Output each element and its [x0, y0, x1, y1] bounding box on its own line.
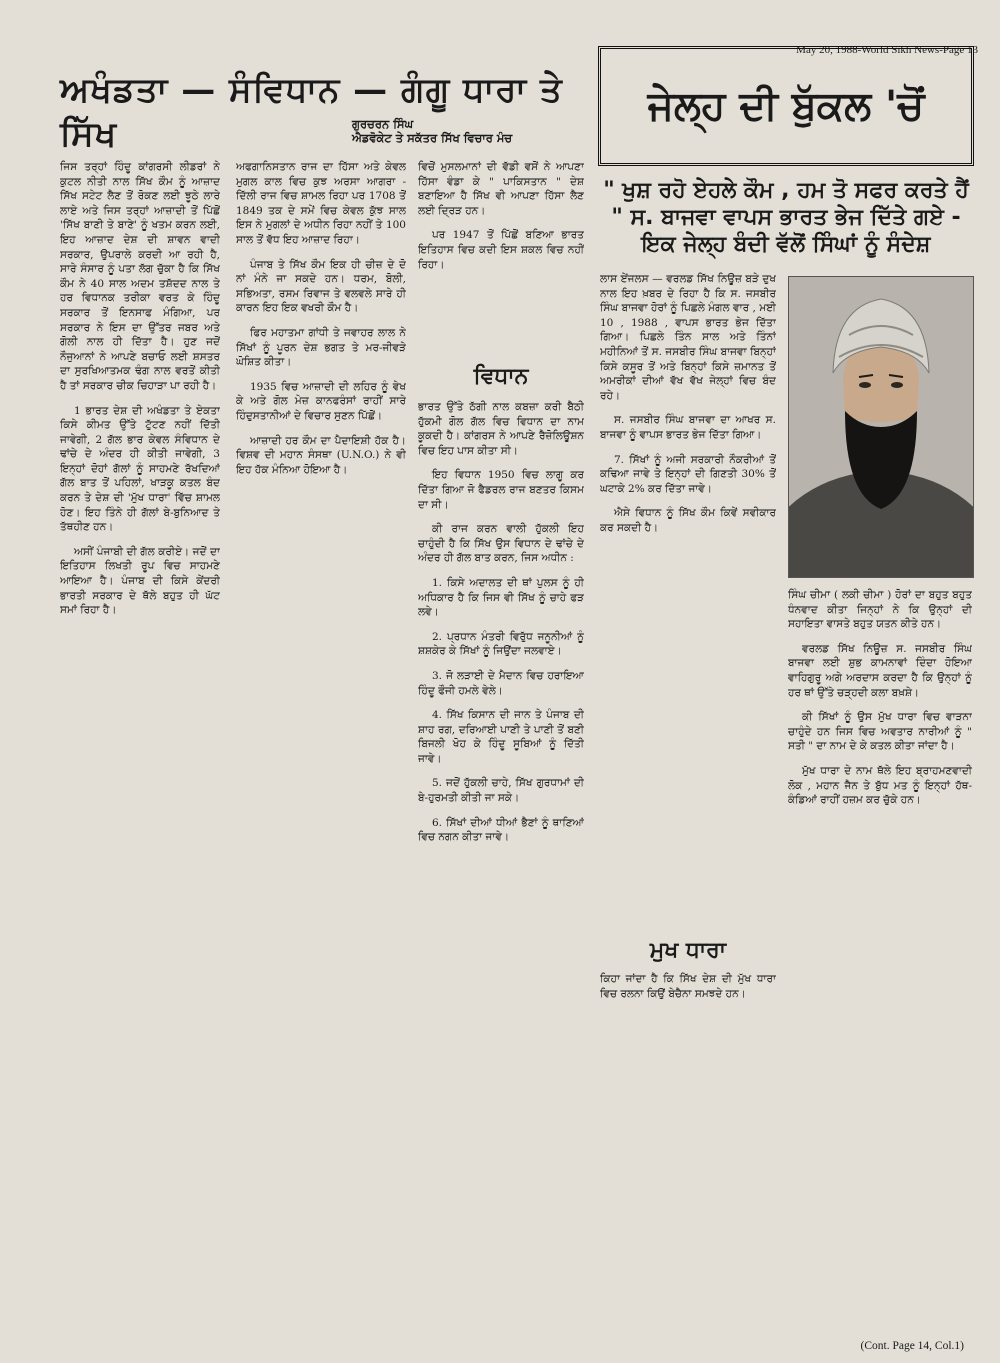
paragraph: ਪੰਜਾਬ ਤੇ ਸਿੱਖ ਕੌਮ ਇਕ ਹੀ ਚੀਜ਼ ਦੇ ਦੋ ਨਾਂ ਮੰਨੇ ਜਾ ਸਕਦੇ ਹਨ। ਧਰਮ, ਬੋਲੀ, ਸਭਿਅਤਾ, ਰਸਮ ਰਿਵਾਜ ਤੇ ਵਲਵਲੇ ਸਾਰੇ ਹੀ ਕਾਰਨ ਇਹ ਇਕ ਵਖਰੀ ਕੌਮ ਹੈ।	[236, 258, 406, 315]
article-column-1	[60, 160, 220, 1350]
author-name: ਗੁਰਚਰਨ ਸਿੰਘ	[352, 117, 414, 131]
paragraph: ਇਹ ਵਿਧਾਨ 1950 ਵਿਚ ਲਾਗੂ ਕਰ ਦਿੱਤਾ ਗਿਆ ਜੋ ਫੈਡਰਲ ਰਾਜ ਬਣਤਰ ਕਿਸਮ ਦਾ ਸੀ।	[418, 469, 584, 511]
article-column-2	[236, 160, 406, 1350]
paragraph: ਕੀ ਸਿੱਖਾਂ ਨੂੰ ਉਸ ਮੁੱਖ ਧਾਰਾ ਵਿਚ ਵਾੜਨਾ ਚਾਹੁੰਦੇ ਹਨ ਜਿਸ ਵਿਚ ਅਵਤਾਰ ਨਾਰੀਆਂ ਨੂੰ " ਸਤੀ " ਦਾ ਨਾਮ ਦੇ ਕੇ ਕਤਲ ਕੀਤਾ ਜਾਂਦਾ ਹੈ।	[788, 711, 972, 753]
paragraph: ਵਰਲਡ ਸਿੱਖ ਨਿਊਜ਼ ਸ. ਜਸਬੀਰ ਸਿੰਘ ਬਾਜਵਾ ਲਈ ਸ਼ੁਭ ਕਾਮਨਾਵਾਂ ਦਿੰਦਾ ਹੋਇਆ ਵਾਹਿਗੁਰੂ ਅਗੇ ਅਰਦਾਸ ਕਰਦਾ ਹੈ ਕਿ ਉਨ੍ਹਾਂ ਨੂੰ ਹਰ ਥਾਂ ਉੱਤੇ ਚੜ੍ਹਦੀ ਕਲਾ ਬਖ਼ਸ਼ੇ।	[788, 642, 972, 699]
paragraph: ਆਜ਼ਾਦੀ ਹਰ ਕੌਮ ਦਾ ਪੈਦਾਇਸ਼ੀ ਹੱਕ ਹੈ। ਵਿਸ਼ਵ ਦੀ ਮਹਾਨ ਸੰਸਥਾ (U.N.O.) ਨੇ ਵੀ ਇਹ ਹੱਕ ਮੰਨਿਆ ਹੋਇਆ ਹੈ।	[236, 434, 406, 476]
paragraph: ਅਫਗਾਨਿਸਤਾਨ ਰਾਜ ਦਾ ਹਿੱਸਾ ਅਤੇ ਕੇਵਲ ਮੁਗਲ ਕਾਲ ਵਿਚ ਕੁਝ ਅਰਸਾ ਆਗਰਾ - ਦਿੱਲੀ ਰਾਜ ਵਿਚ ਸ਼ਾਮਲ ਰਿਹਾ ਪਰ 1708 ਤੋਂ 1849 ਤਕ ਦੇ ਸਮੇਂ ਵਿਚ ਕੇਵਲ ਕੁੱਝ ਸਾਲ ਇਸ ਨੇ ਮੁਗਲਾਂ ਦੇ ਅਧੀਨ ਰਿਹਾ ਨਹੀਂ ਤੇ 100 ਸਾਲ ਤੋਂ ਵੱਧ ਇਹ ਆਜ਼ਾਦ ਰਿਹਾ।	[236, 161, 406, 246]
column-title: ਜੇਲ੍ਹ ਦੀ ਬੁੱਕਲ 'ਚੋਂ	[647, 83, 925, 129]
list-item: 7. ਸਿੱਖਾਂ ਨੂੰ ਅਜੀ ਸਰਕਾਰੀ ਨੌਕਰੀਆਂ ਤੋਂ ਕਢਿਆ ਜਾਵੇ ਤੇ ਇਨ੍ਹਾਂ ਦੀ ਗਿਣਤੀ 30% ਤੋਂ ਘਟਾਕੇ 2% ਕਰ ਦਿੱਤਾ ਜਾਵੇ।	[600, 453, 776, 495]
paragraph: ਕੀ ਰਾਜ ਕਰਨ ਵਾਲੀ ਹੁੱਕਲੀ ਇਹ ਚਾਹੁੰਦੀ ਹੈ ਕਿ ਸਿੱਖ ਉਸ ਵਿਧਾਨ ਦੇ ਢਾਂਚੇ ਦੇ ਅੰਦਰ ਹੀ ਗੱਲ ਬਾਤ ਕਰਨ, ਜਿਸ ਅਧੀਨ :	[418, 523, 584, 565]
running-header: May 20, 1988-World Sikh News-Page 13	[796, 44, 978, 56]
article-column-3-vidhan	[418, 400, 584, 1350]
list-item: 5. ਜਦੋਂ ਹੁੱਕਲੀ ਚਾਹੇ, ਸਿੱਖ ਗੁਰਧਾਮਾਂ ਦੀ ਬੇ-ਹੁਰਮਤੀ ਕੀਤੀ ਜਾ ਸਕੇ।	[418, 777, 584, 805]
paragraph: ਲਾਸ ਏਂਜਲਸ — ਵਰਲਡ ਸਿੱਖ ਨਿਊਜ਼ ਬੜੇ ਦੁਖ ਨਾਲ ਇਹ ਖ਼ਬਰ ਦੇ ਰਿਹਾ ਹੈ ਕਿ ਸ. ਜਸਬੀਰ ਸਿੰਘ ਬਾਜਵਾ ਹੋਰਾਂ ਨੂੰ ਪਿਛਲੇ ਮੰਗਲ ਵਾਰ , ਮਈ 10 , 1988 , ਵਾਪਸ ਭਾਰਤ ਭੇਜ ਦਿੱਤਾ ਗਿਆ। ਪਿਛਲੇ ਤਿੰਨ ਸਾਲ ਅਤੇ ਤਿੰਨਾਂ ਮਹੀਨਿਆਂ ਤੋਂ ਸ. ਜਸਬੀਰ ਸਿੰਘ ਬਾਜਵਾ ਬਿਨ੍ਹਾਂ ਕਿਸੇ ਕਸੂਰ ਤੋਂ ਅਤੇ ਬਿਨ੍ਹਾਂ ਕਿਸੇ ਜ਼ਮਾਨਤ ਤੋਂ ਅਮਰੀਕਾਂ ਦੀਆਂ ਵੱਖ ਵੱਖ ਜੇਲ੍ਹਾਂ ਵਿਚ ਬੰਦ ਰਹੇ।	[600, 273, 776, 402]
column-title-box	[598, 46, 974, 166]
paragraph: ਸ. ਜਸਬੀਰ ਸਿੰਘ ਬਾਜਵਾ ਦਾ ਆਖਰ ਸ. ਬਾਜਵਾ ਨੂੰ ਵਾਪਸ ਭਾਰਤ ਭੇਜ ਦਿੱਤਾ ਗਿਆ।	[600, 414, 776, 441]
paragraph: ਜਿਸ ਤਰ੍ਹਾਂ ਹਿੰਦੂ ਕਾਂਗਰਸੀ ਲੀਡਰਾਂ ਨੇ ਕੁਟਲ ਨੀਤੀ ਨਾਲ ਸਿੱਖ ਕੌਮ ਨੂੰ ਆਜ਼ਾਦ ਸਿੱਖ ਸਟੇਟ ਲੈਣ ਤੋਂ ਰੋਕਣ ਲਈ ਝੂਠੇ ਲਾਰੇ ਲਾਏ ਅਤੇ ਜਿਸ ਤਰ੍ਹਾਂ ਆਜ਼ਾਦੀ ਤੋਂ ਪਿੱਛੋਂ 'ਸਿੱਖ ਬਾਣੀ ਤੇ ਬਾਣੇ' ਨੂੰ ਖਤਮ ਕਰਨ ਲਈ, ਇਹ ਆਜ਼ਾਦ ਦੇਸ਼ ਦੀ ਸ਼ਾਵਨ ਵਾਦੀ ਸਰਕਾਰ, ਉਪਰਾਲੇ ਕਰਦੀ ਆ ਰਹੀ ਹੈ, ਸਾਰੇ ਸੰਸਾਰ ਨੂੰ ਪਤਾ ਲੱਗ ਚੁੱਕਾ ਹੈ ਕਿ ਸਿੱਖ ਕੌਮ ਨੇ 40 ਸਾਲ ਅਦਮ ਤਸ਼ੱਦਦ ਨਾਲ ਤੇ ਹਰ ਵਿਧਾਨਕ ਤਰੀਕਾ ਵਰਤ ਕੇ ਹਿੰਦੂ ਸਰਕਾਰ ਤੋਂ ਇਨਸਾਫ ਮੰਗਿਆ, ਪਰ ਸਰਕਾਰ ਨੇ ਇਸ ਦਾ ਉੱਤਰ ਜਬਰ ਅਤੇ ਗੋਲੀ ਨਾਲ ਹੀ ਦਿੱਤਾ ਹੈ। ਹੁਣ ਜਦੋਂ ਨੌਜੁਆਨਾਂ ਨੇ ਆਪਣੇ ਬਚਾਓ ਲਈ ਸ਼ਸਤਰ ਦਾ ਸੁਰਖਿਆਤਮਕ ਢੰਗ ਨਾਲ ਵਰਤੋਂ ਕੀਤੀ ਹੈ ਤਾਂ ਸਰਕਾਰ ਚੀਕ ਚਿਹਾੜਾ ਪਾ ਰਹੀ ਹੈ।	[60, 161, 220, 392]
article-column-4-mukh	[600, 972, 776, 1352]
portrait-image	[789, 277, 973, 577]
paragraph: 1935 ਵਿਚ ਆਜ਼ਾਦੀ ਦੀ ਲਹਿਰ ਨੂੰ ਵੇਖ ਕੇ ਅਤੇ ਗੋਲ ਮੇਜ਼ ਕਾਨਫਰੰਸਾਂ ਰਾਹੀਂ ਸਾਰੇ ਹਿੰਦੁਸਤਾਨੀਆਂ ਦੇ ਵਿਚਾਰ ਸੁਣਨ ਪਿੱਛੋਂ।	[236, 380, 406, 422]
paragraph: ਭਾਰਤ ਉੱਤੇ ਠੱਗੀ ਨਾਲ ਕਬਜ਼ਾ ਕਰੀ ਬੈਠੀ ਹੁੱਕਮੀ ਗੋਲ ਗੱਲ ਵਿਚ ਵਿਧਾਨ ਦਾ ਨਾਮ ਕੂਕਦੀ ਹੈ। ਕਾਂਗਰਸ ਨੇ ਆਪਣੇ ਰੈਜ਼ੋਲਿਊਸ਼ਨ ਵਿਚ ਇਹ ਪਾਸ ਕੀਤਾ ਸੀ।	[418, 401, 584, 457]
portrait-photo	[788, 276, 974, 578]
article-column-4	[600, 272, 776, 732]
list-item: 3. ਜੋ ਲੜਾਈ ਦੇ ਮੈਦਾਨ ਵਿਚ ਹਰਾਇਆ ਹਿੰਦੂ ਫੌਜੀ ਹਮਲੇ ਵੇਲੇ।	[418, 669, 584, 697]
article-headline: ਅਖੰਡਤਾ — ਸੰਵਿਧਾਨ — ਗੰਗੂ ਧਾਰਾ ਤੇ ਸਿੱਖ	[60, 70, 563, 154]
article-column-5	[788, 588, 972, 1328]
paragraph: ਮੁੱਖ ਧਾਰਾ ਦੇ ਨਾਮ ਥੱਲੇ ਇਹ ਬ੍ਰਾਹਮਣਵਾਦੀ ਲੋਕ , ਮਹਾਨ ਜੈਨ ਤੇ ਬੁੱਧ ਮਤ ਨੂੰ ਇਨ੍ਹਾਂ ਹੱਥ-ਕੰਡਿਆਂ ਰਾਹੀਂ ਹਜ਼ਮ ਕਰ ਚੁੱਕੇ ਹਨ।	[788, 764, 972, 807]
author-title: ਐਡਵੋਕੇਟ ਤੇ ਸਕੱਤਰ ਸਿੱਖ ਵਿਚਾਰ ਮੰਚ	[352, 131, 513, 145]
article-column-3	[418, 160, 584, 360]
paragraph: ਅਸੀਂ ਪੰਜਾਬੀ ਦੀ ਗੱਲ ਕਰੀਏ। ਜਦੋਂ ਦਾ ਇਤਿਹਾਸ ਲਿਖਤੀ ਰੂਪ ਵਿਚ ਸਾਹਮਣੇ ਆਇਆ ਹੈ। ਪੰਜਾਬ ਦੀ ਕਿਸੇ ਕੇਂਦਰੀ ਭਾਰਤੀ ਸਰਕਾਰ ਦੇ ਥੱਲੇ ਬਹੁਤ ਹੀ ਘੱਟ ਸਮਾਂ ਰਿਹਾ ਹੈ।	[60, 545, 220, 617]
continued-note: (Cont. Page 14, Col.1)	[860, 1340, 964, 1352]
paragraph: ਸਿੰਘ ਚੀਮਾ ( ਲਕੀ ਚੀਮਾ ) ਹੋਰਾਂ ਦਾ ਬਹੁਤ ਬਹੁਤ ਧੰਨਵਾਦ ਕੀਤਾ ਜਿਨ੍ਹਾਂ ਨੇ ਕਿ ਉਨ੍ਹਾਂ ਦੀ ਸਹਾਇਤਾ ਵਾਸਤੇ ਬਹੁਤ ਯਤਨ ਕੀਤੇ ਹਨ।	[788, 589, 972, 631]
list-item: 6. ਸਿੱਖਾਂ ਦੀਆਂ ਧੀਆਂ ਭੈਣਾਂ ਨੂੰ ਥਾਣਿਆਂ ਵਿਚ ਨਗਨ ਕੀਤਾ ਜਾਵੇ।	[418, 816, 584, 844]
list-item: 4. ਸਿੱਖ ਕਿਸਾਨ ਦੀ ਜਾਨ ਤੇ ਪੰਜਾਬ ਦੀ ਸ਼ਾਹ ਰਗ, ਦਰਿਆਈ ਪਾਣੀ ਤੇ ਪਾਣੀ ਤੋਂ ਬਣੀ ਬਿਜਲੀ ਖੋਹ ਕੇ ਹਿੰਦੂ ਸੂਬਿਆਂ ਨੂੰ ਦਿੱਤੀ ਜਾਵੇ।	[418, 709, 584, 765]
list-item: 1. ਕਿਸੇ ਅਦਾਲਤ ਦੀ ਥਾਂ ਪੁਲਸ ਨੂੰ ਹੀ ਅਧਿਕਾਰ ਹੈ ਕਿ ਜਿਸ ਵੀ ਸਿੱਖ ਨੂੰ ਚਾਹੇ ਫੜ ਲਵੇ।	[418, 576, 584, 619]
section-heading-mukh-dhara: ਮੁਖ ਧਾਰਾ	[649, 938, 727, 963]
list-item: 2. ਪ੍ਰਧਾਨ ਮੰਤਰੀ ਵਿਰੁੱਧ ਜਨੂਨੀਆਂ ਨੂੰ ਸ਼ਸ਼ਕੇਰ ਕੇ ਸਿੱਖਾਂ ਨੂੰ ਜਿਉਂਦਾ ਜਲਵਾਏ।	[418, 630, 584, 658]
paragraph: ਪਰ 1947 ਤੋਂ ਪਿੱਛੋਂ ਬਣਿਆ ਭਾਰਤ ਇਤਿਹਾਸ ਵਿਚ ਕਦੀ ਇਸ ਸ਼ਕਲ ਵਿਚ ਨਹੀਂ ਰਿਹਾ।	[418, 229, 584, 271]
paragraph: ਵਿਚੋਂ ਮੁਸਲਮਾਨਾਂ ਦੀ ਵੱਡੀ ਵਸੋਂ ਨੇ ਆਪਣਾ ਹਿੱਸਾ ਵੰਡਾ ਕੇ " ਪਾਕਿਸਤਾਨ " ਦੇਸ਼ ਬਣਾਇਆ ਹੈ ਸਿੱਖ ਵੀ ਆਪਣਾ ਹਿੱਸਾ ਲੈਣ ਲਈ ਦ੍ਰਿੜ ਹਨ।	[418, 161, 584, 217]
section-heading-vidhan: ਵਿਧਾਨ	[473, 364, 529, 389]
article-byline	[352, 117, 592, 145]
paragraph: ਕਿਹਾ ਜਾਂਦਾ ਹੈ ਕਿ ਸਿੱਖ ਦੇਸ਼ ਦੀ ਮੁੱਖ ਧਾਰਾ ਵਿਚ ਰਲਨਾ ਕਿਉਂ ਬੇਚੈਨਾ ਸਮਝਦੇ ਹਨ।	[600, 973, 776, 1000]
paragraph: 1 ਭਾਰਤ ਦੇਸ਼ ਦੀ ਅਖੰਡਤਾ ਤੇ ਏਕਤਾ ਕਿਸੇ ਕੀਮਤ ਉੱਤੇ ਟੁੱਟਣ ਨਹੀਂ ਦਿੱਤੀ ਜਾਵੇਗੀ, 2 ਗੱਲ ਭਾਰ ਕੇਵਲ ਸੰਵਿਧਾਨ ਦੇ ਢਾਂਚੇ ਦੇ ਅੰਦਰ ਹੀ ਕੀਤੀ ਜਾਵੇਗੀ, 3 ਇਨ੍ਹਾਂ ਦੋਹਾਂ ਗੱਲਾਂ ਨੂੰ ਸਾਹਮਣੇ ਰੱਖਦਿਆਂ ਗੱਲ ਬਾਤ ਤੋਂ ਪਹਿਲਾਂ, ਖਾੜਕੂ ਕਤਲ ਬੰਦ ਕਰਨ ਤੇ ਦੇਸ਼ ਦੀ 'ਮੁੱਖ ਧਾਰਾ' ਵਿੱਚ ਸ਼ਾਮਲ ਹੋਣ। ਇਹ ਤਿੰਨੇ ਹੀ ਗੱਲਾਂ ਬੇ-ਬੁਨਿਆਦ ਤੇ ਤੱਥਹੀਣ ਹਨ।	[60, 404, 220, 534]
paragraph: ਫਿਰ ਮਹਾਤਮਾ ਗਾਂਧੀ ਤੇ ਜਵਾਹਰ ਲਾਲ ਨੇ ਸਿੱਖਾਂ ਨੂੰ ਪੂਰਨ ਦੇਸ਼ ਭਗਤ ਤੇ ਮਰ-ਜੀਵੜੇ ਘੋਸ਼ਿਤ ਕੀਤਾ।	[236, 326, 406, 369]
article-subheadline: " ਖੁਸ਼ ਰਹੋ ਏਹਲੇ ਕੌਮ , ਹਮ ਤੋ ਸਫਰ ਕਰਤੇ ਹੈਂ " ਸ. ਬਾਜਵਾ ਵਾਪਸ ਭਾਰਤ ਭੇਜ ਦਿੱਤੇ ਗਏ - ਇਕ ਜੇਲ੍ਹ ਬੰਦੀ ਵੱਲੋਂ ਸਿੰਘਾਂ ਨੂੰ ਸੰਦੇਸ਼	[603, 178, 969, 257]
paragraph: ਐਸੇ ਵਿਧਾਨ ਨੂੰ ਸਿੱਖ ਕੌਮ ਕਿਵੇਂ ਸਵੀਕਾਰ ਕਰ ਸਕਦੀ ਹੈ।	[600, 507, 776, 534]
